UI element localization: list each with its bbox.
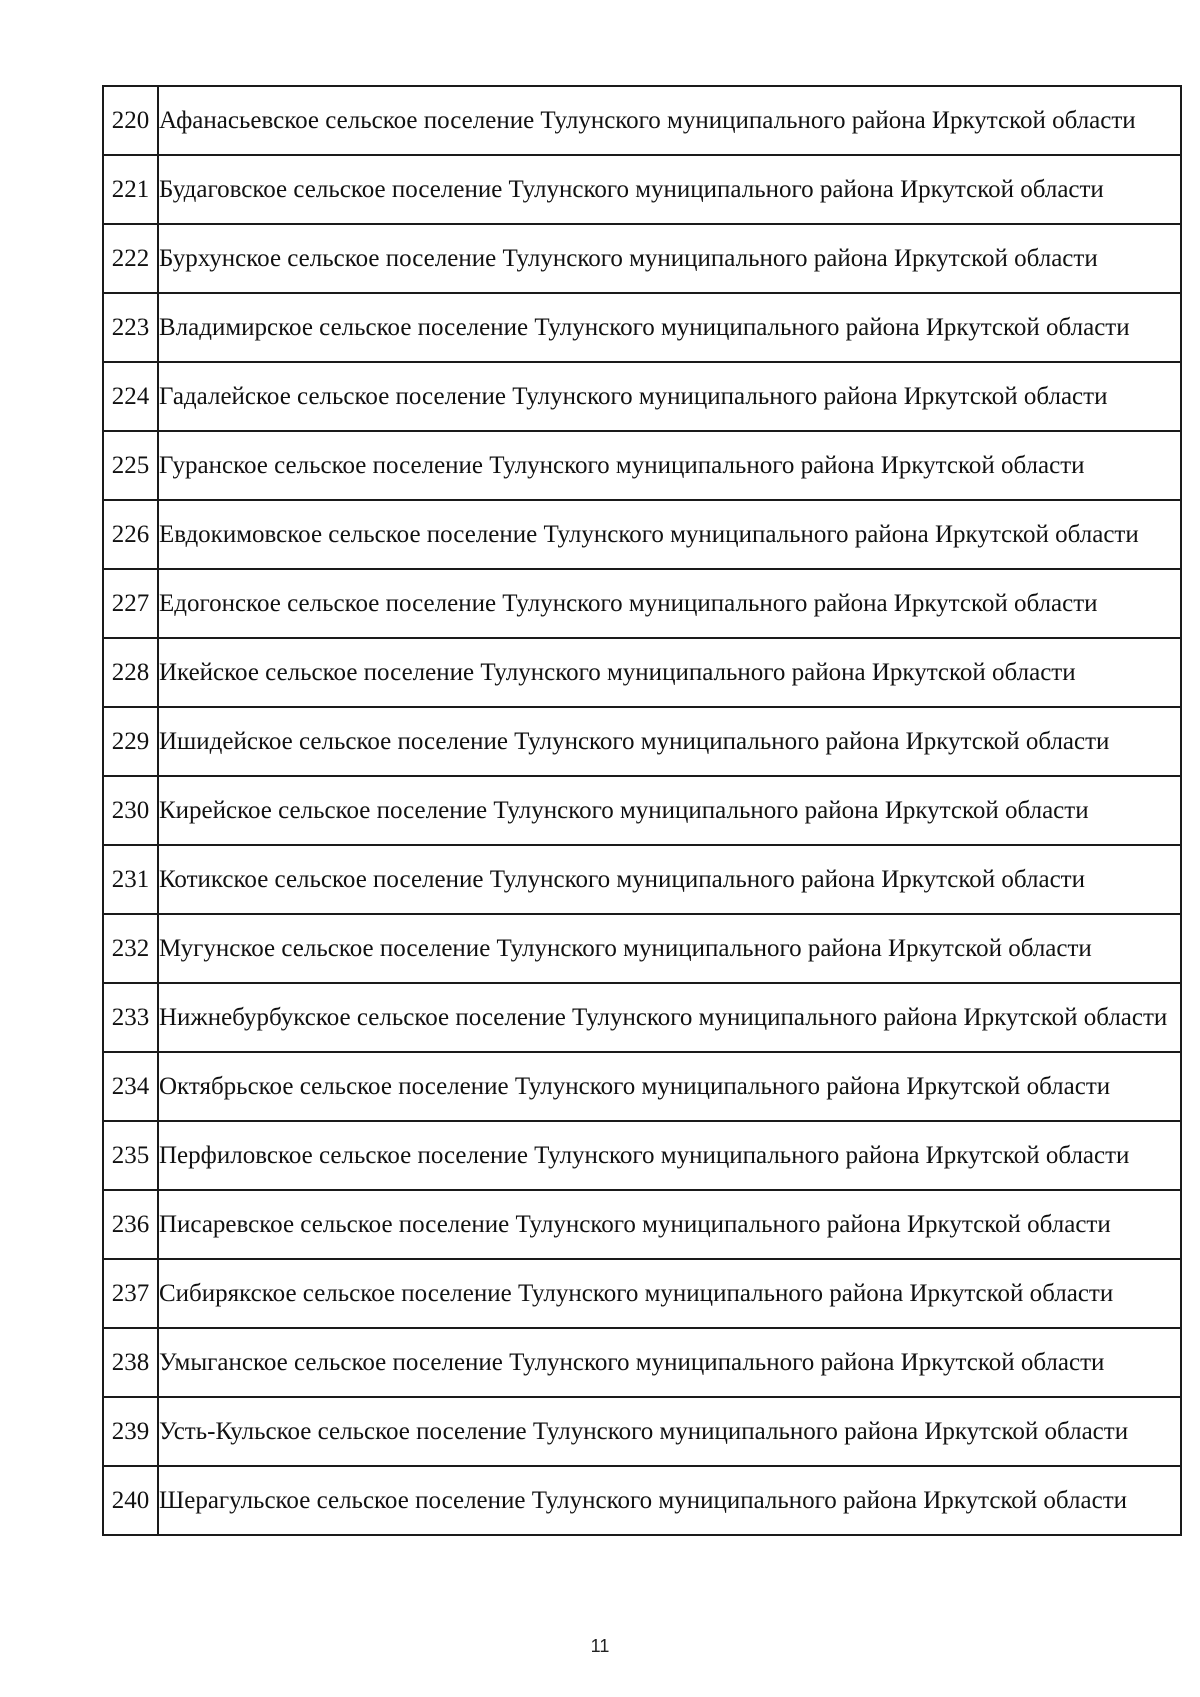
settlement-name: Икейское сельское поселение Тулунского муниципального района Иркутской области: [158, 638, 1181, 707]
row-number: 231: [103, 845, 158, 914]
table-row: [103, 638, 1181, 707]
settlement-name: Гадалейское сельское поселение Тулунского муниципального района Иркутской области: [158, 362, 1181, 431]
settlements-table: [102, 85, 1182, 1536]
settlement-name: Будаговское сельское поселение Тулунского муниципального района Иркутской области: [158, 155, 1181, 224]
settlement-name: Усть-Кульское сельское поселение Тулунского муниципального района Иркутской области: [158, 1397, 1181, 1466]
table-row: [103, 1190, 1181, 1259]
table-row: [103, 155, 1181, 224]
settlement-name: Ишидейское сельское поселение Тулунского муниципального района Иркутской области: [158, 707, 1181, 776]
table-row: [103, 1328, 1181, 1397]
row-number: 229: [103, 707, 158, 776]
table-row: [103, 1052, 1181, 1121]
row-number: 226: [103, 500, 158, 569]
row-number: 235: [103, 1121, 158, 1190]
settlement-name: Котикское сельское поселение Тулунского муниципального района Иркутской области: [158, 845, 1181, 914]
settlement-name: Евдокимовское сельское поселение Тулунского муниципального района Иркутской области: [158, 500, 1181, 569]
table-row: [103, 362, 1181, 431]
table-row: [103, 1397, 1181, 1466]
settlement-name: Владимирское сельское поселение Тулунского муниципального района Иркутской области: [158, 293, 1181, 362]
row-number: 237: [103, 1259, 158, 1328]
table-row: [103, 1466, 1181, 1535]
row-number: 230: [103, 776, 158, 845]
settlement-name: Гуранское сельское поселение Тулунского муниципального района Иркутской области: [158, 431, 1181, 500]
table-row: [103, 86, 1181, 155]
settlement-name: Октябрьское сельское поселение Тулунского муниципального района Иркутской области: [158, 1052, 1181, 1121]
row-number: 220: [103, 86, 158, 155]
settlement-name: Шерагульское сельское поселение Тулунского муниципального района Иркутской области: [158, 1466, 1181, 1535]
settlement-name: Едогонское сельское поселение Тулунского муниципального района Иркутской области: [158, 569, 1181, 638]
table-row: [103, 431, 1181, 500]
table-row: [103, 293, 1181, 362]
settlement-name: Нижнебурбукское сельское поселение Тулунского муниципального района Иркутской области: [158, 983, 1181, 1052]
row-number: 228: [103, 638, 158, 707]
row-number: 222: [103, 224, 158, 293]
row-number: 221: [103, 155, 158, 224]
table-row: [103, 569, 1181, 638]
settlement-name: Афанасьевское сельское поселение Тулунского муниципального района Иркутской области: [158, 86, 1181, 155]
row-number: 236: [103, 1190, 158, 1259]
row-number: 227: [103, 569, 158, 638]
table-row: [103, 1121, 1181, 1190]
table-row: [103, 1259, 1181, 1328]
settlement-name: Умыганское сельское поселение Тулунского муниципального района Иркутской области: [158, 1328, 1181, 1397]
table-row: [103, 914, 1181, 983]
table-row: [103, 707, 1181, 776]
table-row: [103, 500, 1181, 569]
table-row: [103, 983, 1181, 1052]
row-number: 240: [103, 1466, 158, 1535]
settlement-name: Перфиловское сельское поселение Тулунского муниципального района Иркутской области: [158, 1121, 1181, 1190]
table-row: [103, 845, 1181, 914]
table-row: [103, 776, 1181, 845]
row-number: 223: [103, 293, 158, 362]
row-number: 233: [103, 983, 158, 1052]
table-row: [103, 224, 1181, 293]
settlement-name: Кирейское сельское поселение Тулунского муниципального района Иркутской области: [158, 776, 1181, 845]
row-number: 224: [103, 362, 158, 431]
page-number: 11: [590, 1636, 610, 1656]
settlement-name: Сибирякское сельское поселение Тулунского муниципального района Иркутской области: [158, 1259, 1181, 1328]
row-number: 232: [103, 914, 158, 983]
settlement-name: Бурхунское сельское поселение Тулунского муниципального района Иркутской области: [158, 224, 1181, 293]
row-number: 234: [103, 1052, 158, 1121]
row-number: 225: [103, 431, 158, 500]
settlement-name: Писаревское сельское поселение Тулунского муниципального района Иркутской области: [158, 1190, 1181, 1259]
row-number: 238: [103, 1328, 158, 1397]
settlement-name: Мугунское сельское поселение Тулунского муниципального района Иркутской области: [158, 914, 1181, 983]
row-number: 239: [103, 1397, 158, 1466]
